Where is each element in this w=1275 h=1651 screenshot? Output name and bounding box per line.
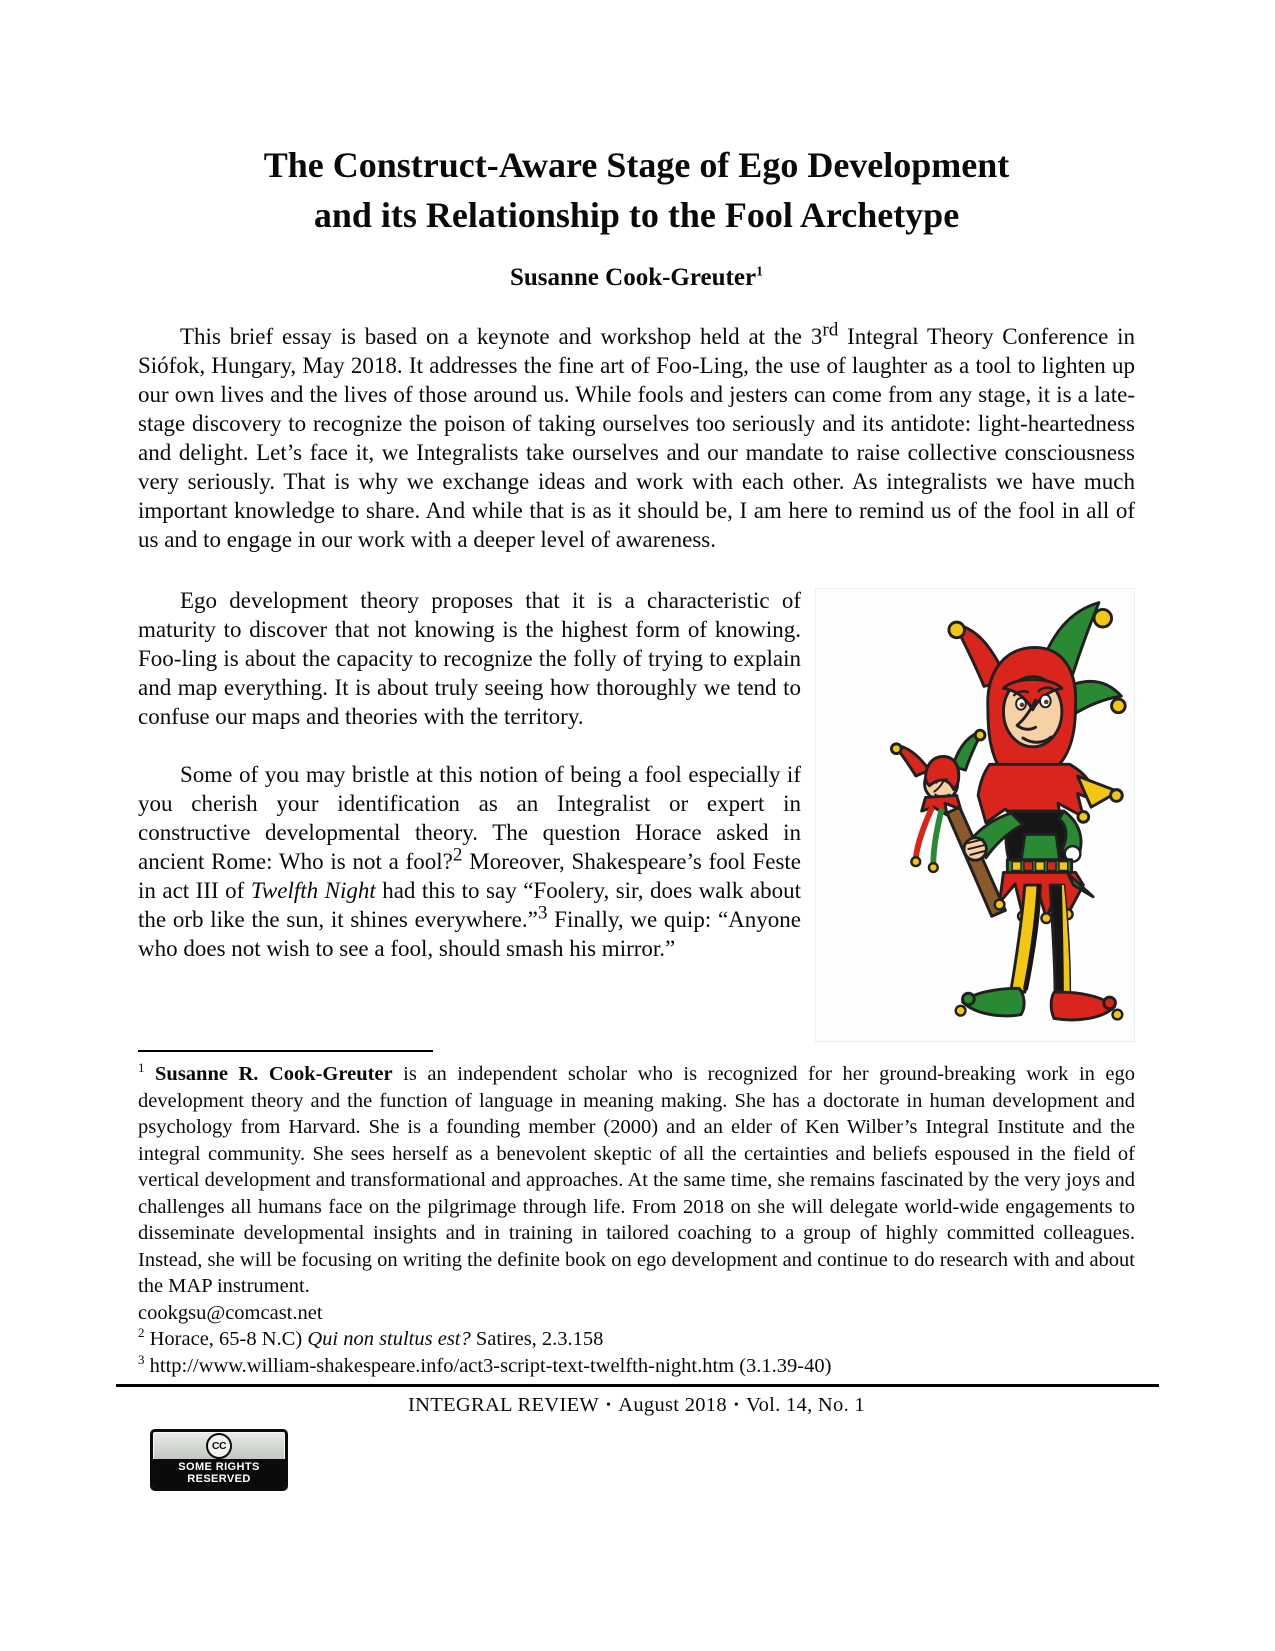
jester-figure: [815, 588, 1135, 1042]
text-segment: Integral Theory Conference in Siófok, Hungary, May 2018. It addresses the fine art of Foo-Ling, the use of laughter as a tool to lighten up our own lives and the lives of those around us. While fools and jesters can come from any stage, it is a late-stage discovery to recognize the poison of taking ourselves too seriously and its antidote: light-heartedness and delight. Let’s face it, we Integralists take ourselves and our mandate to raise collective consciousness very seriously. That is why we exchange ideas and work with each other. As integralists we have much important knowledge to share. And while that is as it should be, I am here to remind us of the fool in all of us and to engage in our work with a deeper level of awareness.: [138, 324, 1136, 552]
title-line-1: The Construct-Aware Stage of Ego Development: [263, 145, 1010, 185]
text-segment: Finally, we quip: “Anyone who does not wish to see a fool, should smash his mirror.”: [138, 907, 801, 961]
cc-logo-icon: CC: [206, 1433, 232, 1459]
journal-footer: [138, 1394, 1135, 1417]
footnote-3: [138, 1353, 1135, 1380]
latin-quote: Qui non stultus est?: [307, 1328, 471, 1350]
separator-bullet: •: [733, 1398, 740, 1413]
cc-license-badge: [150, 1429, 288, 1491]
journal-name: INTEGRAL REVIEW: [408, 1394, 600, 1416]
footnotes-block: [138, 1061, 1135, 1379]
paper-title: [138, 140, 1135, 240]
footnote-ref-3: 3: [537, 902, 548, 924]
cc-badge-label: SOME RIGHTS RESERVED: [153, 1459, 285, 1488]
author-name: Susanne Cook-Greuter: [509, 264, 757, 291]
text-segment: is an independent scholar who is recognized for her ground-breaking work in ego development theory and the function of language in meaning making. She has a doctorate in human development and psychology from Harvard. She is a founding member (2000) and an elder of Ken Wilber’s Integral Institute and the integral community. She sees herself as a benevolent skeptic of all the certainties and beliefs espoused in the field of vertical development and transformational and approaches. At the same time, she remains fascinated by the very joys and challenges all humans face on the pilgrimage through life. From 2018 on she will delegate world-wide engagements to disseminate developmental insights and in training in tailored coaching to a group of highly committed colleagues. Instead, she will be focusing on writing the definite book on ego development and continue to do research with and about the MAP instrument.: [138, 1063, 1135, 1297]
footer-rule: [116, 1384, 1159, 1387]
ordinal-superscript: rd: [822, 319, 839, 341]
volume-number: Vol. 14, No. 1: [746, 1394, 865, 1416]
footnote-url: http://www.william-shakespeare.info/act3-script-text-twelfth-night.htm (3.1.39-40): [144, 1354, 832, 1377]
paragraph-intro: [138, 319, 1136, 554]
issue-date: August 2018: [618, 1394, 727, 1416]
footnote-1-marker: 1: [138, 1060, 145, 1076]
text-segment: Ego development theory proposes that it is a characteristic of maturity to discover that not knowing is the highest form of knowing. Foo-ling is about the capacity to recognize the folly of trying to explain and map everything. It is about truly seeing how thoroughly we tend to confuse our maps and theories with the territory.: [138, 588, 801, 729]
jester-clipart: [832, 589, 1134, 1037]
separator-bullet: •: [606, 1398, 612, 1413]
text-segment: This brief essay is based on a keynote and workshop held at the 3: [180, 324, 823, 349]
text-segment: Some of you may bristle at this notion of being a fool especially if you cherish your identification as an Integralist or expert in constructive developmental theory. The question Horace asked in ancient Rome: Who is not a fool?: [138, 762, 801, 874]
text-with-figure: [138, 586, 1135, 963]
footnote-author-name: Susanne R. Cook-Greuter: [155, 1063, 393, 1085]
footnote-separator: [138, 1050, 433, 1052]
footnote-2: [138, 1326, 1135, 1353]
footnote-1: [138, 1061, 1135, 1300]
footnote-3-marker: 3: [138, 1351, 145, 1367]
text-segment: Horace, 65-8 N.C): [144, 1328, 308, 1350]
author-line: [138, 264, 1135, 292]
book-title-twelfth-night: Twelfth Night: [250, 878, 376, 903]
footnote-2-marker: 2: [138, 1325, 145, 1341]
text-segment: Satires, 2.3.158: [470, 1328, 604, 1350]
author-footnote-ref: 1: [756, 264, 764, 280]
text-segment: had this to say “Foolery, sir, does walk about the orb like the sun, it shines everywhere.”: [138, 878, 801, 932]
title-line-2: and its Relationship to the Fool Archetype: [313, 195, 960, 235]
cc-badge-top: [153, 1432, 285, 1459]
footnote-ref-2: 2: [452, 844, 463, 866]
author-email: cookgsu@comcast.net: [138, 1301, 323, 1324]
text-segment: Moreover, Shakespeare’s fool Feste in act III of: [138, 849, 801, 903]
